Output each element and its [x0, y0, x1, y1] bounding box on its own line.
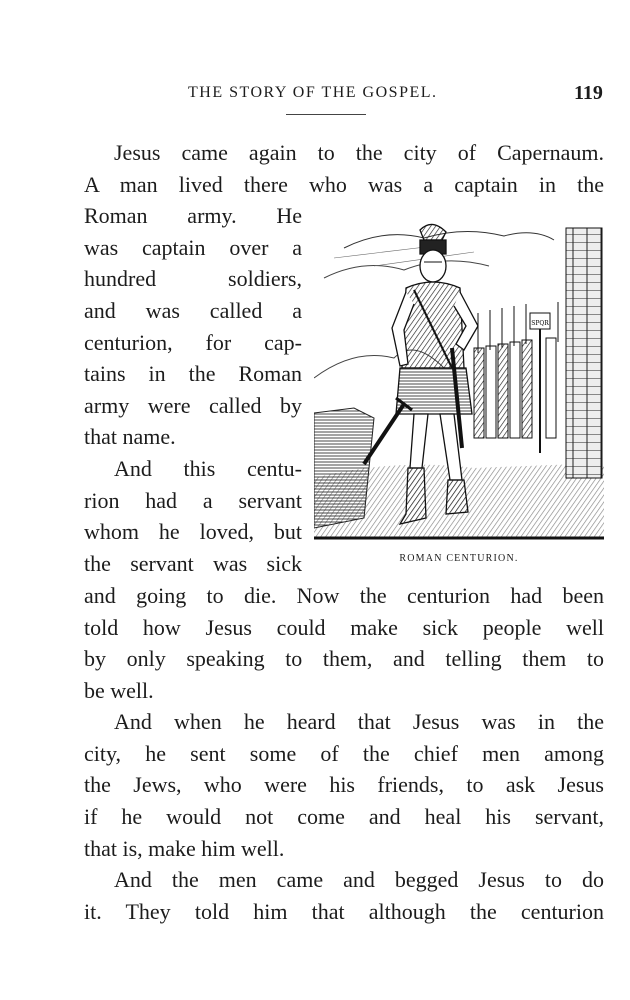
text-line: hundred soldiers,: [84, 266, 302, 291]
text-line: it. They told him that although the centurion: [84, 899, 604, 924]
text-line: told how Jesus could make sick people well: [84, 615, 604, 640]
text-line: and going to die. Now the centurion had been: [84, 583, 604, 608]
text-line: And this centu-: [114, 456, 302, 481]
engraving-image: [314, 218, 604, 544]
text-line: whom he loved, but: [84, 519, 302, 544]
page-number: 119: [574, 82, 603, 104]
text-line: A man lived there who was a captain in the: [84, 172, 604, 197]
running-title: THE STORY OF THE GOSPEL.: [188, 84, 438, 101]
text-line: the Jews, who were his friends, to ask Jesus: [84, 772, 604, 797]
text-line: be well.: [84, 678, 154, 703]
header-rule: [286, 114, 366, 115]
text-line: centurion, for cap-: [84, 330, 302, 355]
text-line: army were called by: [84, 393, 302, 418]
text-line: Roman army. He: [84, 203, 302, 228]
centurion-illustration: [314, 218, 604, 544]
text-line: rion had a servant: [84, 488, 302, 513]
figure-caption: ROMAN CENTURION.: [399, 553, 519, 564]
text-line: by only speaking to them, and telling them to: [84, 646, 604, 671]
text-line: And the men came and begged Jesus to do: [114, 867, 604, 892]
text-line: city, he sent some of the chief men among: [84, 741, 604, 766]
text-line: that name.: [84, 424, 176, 449]
text-line: tains in the Roman: [84, 361, 302, 386]
text-line: if he would not come and heal his servant,: [84, 804, 604, 829]
text-line: and was called a: [84, 298, 302, 323]
text-line: was captain over a: [84, 235, 302, 260]
text-line: the servant was sick: [84, 551, 302, 576]
banner-text: SPQR: [531, 320, 549, 327]
page-header: [0, 84, 630, 110]
text-line: And when he heard that Jesus was in the: [114, 709, 604, 734]
text-line: Jesus came again to the city of Capernaum.: [114, 140, 604, 165]
text-line: that is, make him well.: [84, 836, 285, 861]
